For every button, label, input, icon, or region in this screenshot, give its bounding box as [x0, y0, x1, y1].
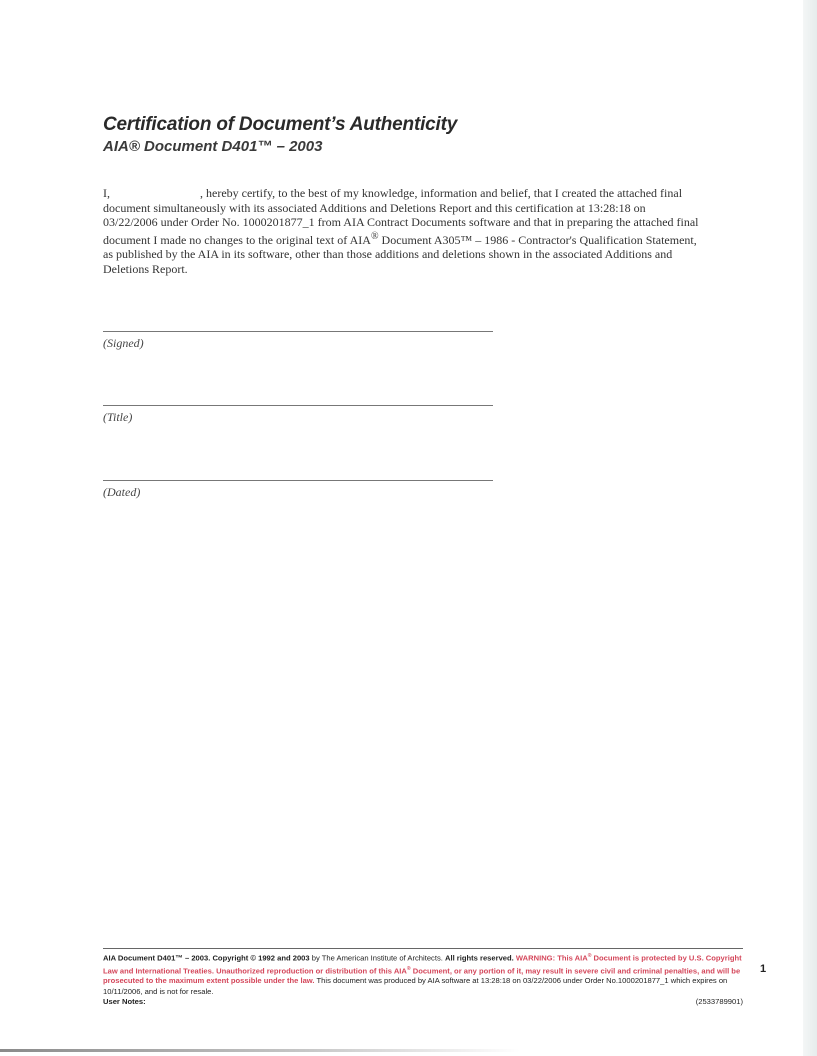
dated-label: (Dated) — [103, 485, 141, 499]
footer-reg-1: ® — [587, 953, 592, 959]
certification-paragraph — [103, 186, 703, 276]
footer-serial-code: (2533789901) — [695, 996, 743, 1006]
footer-warning-2: Document is protected by U.S. Copyright Law and International Treaties. Unauthorized reproduction or distribution of this AIA — [103, 953, 742, 976]
signed-line — [103, 331, 493, 332]
scan-edge-bottom — [0, 1049, 520, 1052]
footer-rights: All rights reserved. — [444, 953, 514, 963]
scan-edge-right — [803, 0, 817, 1056]
footer-user-notes: User Notes: — [103, 996, 146, 1006]
signed-label: (Signed) — [103, 336, 144, 350]
certification-start: I, — [103, 186, 110, 200]
document-title: Certification of Document’s Authenticity — [103, 114, 458, 135]
title-label: (Title) — [103, 410, 133, 424]
footer-rule — [103, 948, 743, 949]
footer-produced: This document was produced by AIA software at 13:28:18 on 03/22/2006 under Order No.1000201877_1 which expires on 10/11/2006, and is not for resale. — [103, 976, 728, 996]
certification-text-2: Document A305™ – 1986 - Contractor's Qualification Statement, as published by the AIA in its software, other than those additions and deletions shown in the associated Additions and Deletions Report. — [103, 232, 697, 276]
footer-reg-2: ® — [406, 965, 411, 972]
footer-by: by The American Institute of Architects. — [309, 953, 445, 963]
footer-user-notes-row — [103, 997, 743, 1007]
footer-notice — [103, 951, 743, 1007]
footer-warning-1: WARNING: This AIA — [513, 953, 588, 963]
dated-line — [103, 480, 493, 481]
registered-mark: ® — [370, 230, 379, 242]
footer-doc: AIA Document D401™ – 2003. Copyright © 1992 and 2003 — [103, 953, 310, 963]
certification-text-1: , hereby certify, to the best of my knowledge, information and belief, that I created the attached final document simultaneously with its associated Additions and Deletions Report and this certification at 13:28:18 on 03/22/2006 under Order No. 1000201877_1 from AIA Contract Documents software and that in preparing the attached final document I made no changes to the original text of AIA — [103, 186, 699, 247]
page-number: 1 — [760, 963, 767, 975]
title-line — [103, 405, 493, 406]
footer-warning-3: Document, or any portion of it, may result in severe civil and criminal penalties, and will be prosecuted to the maximum extent possible under the law. — [103, 966, 741, 986]
document-subtitle: AIA® Document D401™ – 2003 — [103, 138, 323, 155]
footer-copyright-text — [103, 951, 743, 997]
